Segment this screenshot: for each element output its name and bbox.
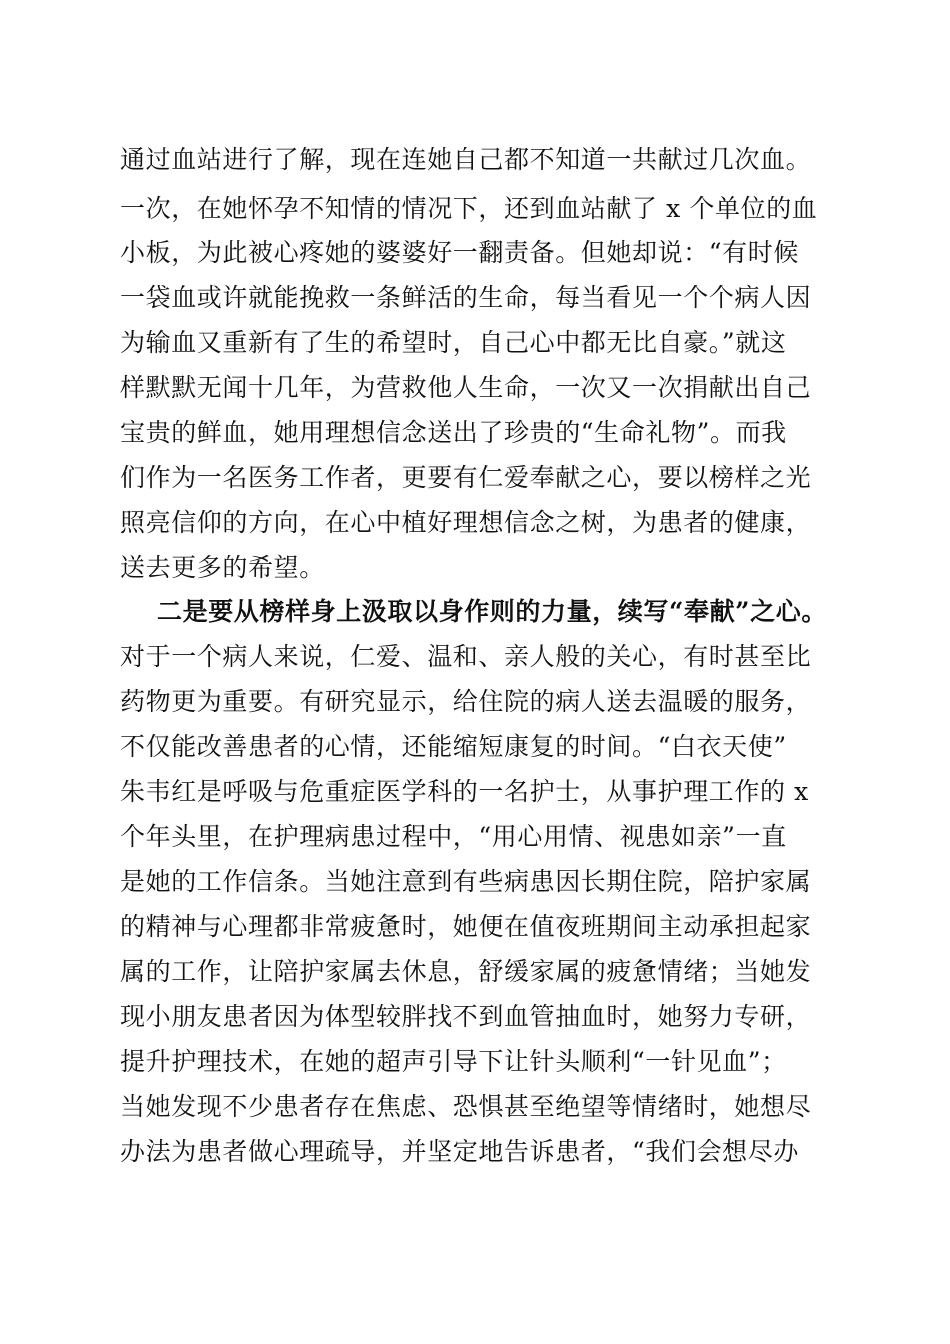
section-heading: 二是要从榜样身上汲取以身作则的力量，续写“奉献”之心。 (157, 597, 827, 626)
text-line: 对于一个病人来说，仁爱、温和、亲人般的关心，有时甚至比 (120, 642, 812, 671)
text-line: 属的工作，让陪护家属去休息，舒缓家属的疲惫情绪；当她发 (120, 957, 812, 986)
text-line: 的精神与心理都非常疲惫时，她便在值夜班期间主动承担起家 (120, 912, 812, 941)
text-line: 为输血又重新有了生的希望时，自己心中都无比自豪。”就这 (120, 328, 787, 357)
text-line: 个年头里，在护理病患过程中，“用心用情、视患如亲”一直 (120, 822, 787, 851)
text-line: 一袋血或许就能挽救一条鲜活的生命，每当看见一个个病人因 (120, 283, 812, 312)
text-line: 送去更多的希望。 (120, 553, 325, 582)
text-line: 一次，在她怀孕不知情的情况下，还到血站献了 x 个单位的血 (120, 194, 818, 223)
text-line: 宝贵的鲜血，她用理想信念送出了珍贵的“生命礼物”。而我 (120, 418, 787, 447)
text-line: 当她发现不少患者存在焦虑、恐惧甚至绝望等情绪时，她想尽 (120, 1092, 812, 1121)
text-line: 通过血站进行了解，现在连她自己都不知道一共献过几次血。 (120, 145, 812, 174)
text-line: 照亮信仰的方向，在心中植好理想信念之树，为患者的健康， (120, 508, 812, 537)
text-line: 办法为患者做心理疏导，并坚定地告诉患者，“我们会想尽办 (120, 1137, 799, 1166)
text-line: 朱韦红是呼吸与危重症医学科的一名护士，从事护理工作的 x (120, 777, 809, 806)
text-line: 不仅能改善患者的心情，还能缩短康复的时间。“白衣天使” (120, 732, 787, 761)
text-line: 样默默无闻十几年，为营救他人生命，一次又一次捐献出自己 (120, 373, 812, 402)
text-line: 提升护理技术，在她的超声引导下让针头顺利“一针见血”； (120, 1047, 787, 1076)
text-line: 小板，为此被心疼她的婆婆好一翻责备。但她却说：“有时候 (120, 238, 799, 267)
text-line: 药物更为重要。有研究显示，给住院的病人送去温暖的服务， (120, 687, 812, 716)
text-line: 是她的工作信条。当她注意到有些病患因长期住院，陪护家属 (120, 867, 812, 896)
text-line: 现小朋友患者因为体型较胖找不到血管抽血时，她努力专研， (120, 1002, 812, 1031)
text-line: 们作为一名医务工作者，更要有仁爱奉献之心，要以榜样之光 (120, 463, 812, 492)
